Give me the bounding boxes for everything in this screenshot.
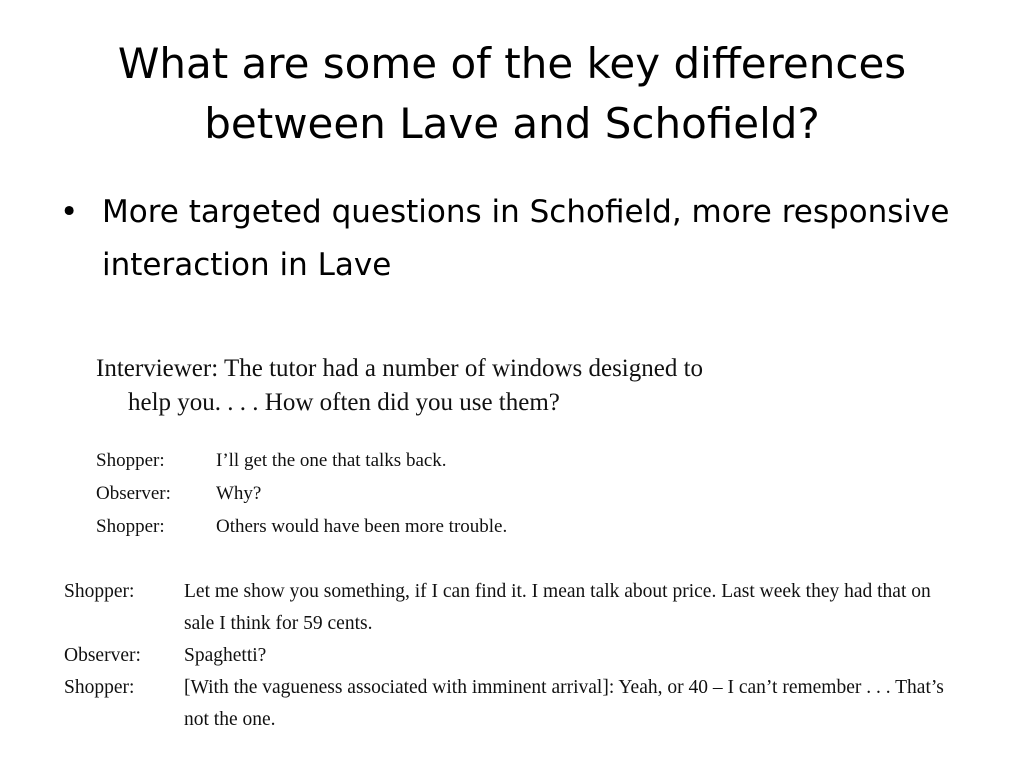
utterance: Spaghetti?: [184, 645, 267, 666]
interviewer-line-continued: help you. . . . How often did you use them?: [128, 389, 560, 416]
bullet-list: [60, 186, 960, 292]
utterance: Let me show you something, if I can find it. I mean talk about price. Last week they had that on sale I think for 59 cents.: [184, 581, 931, 634]
short-dialogue-excerpt: [96, 444, 716, 543]
speaker-label: Shopper:: [96, 516, 165, 537]
bullet-item: [60, 186, 960, 292]
bullet-text: More targeted questions in Schofield, more responsive interaction in Lave: [102, 194, 950, 283]
speaker-label: Observer:: [64, 645, 141, 666]
utterance: Why?: [216, 483, 262, 504]
speaker-label: Observer:: [96, 483, 171, 504]
utterance: The tutor had a number of windows designed to: [223, 355, 704, 382]
speaker-label: Shopper:: [96, 450, 165, 471]
bullet-marker: •: [60, 194, 79, 230]
speaker-label: Interviewer:: [96, 355, 219, 382]
interviewer-excerpt: [96, 352, 946, 420]
utterance: I’ll get the one that talks back.: [216, 450, 447, 471]
speaker-label: Shopper:: [64, 677, 135, 698]
long-dialogue-excerpt: [64, 576, 954, 736]
utterance: [With the vagueness associated with imminent arrival]: Yeah, or 40 – I can’t remember . . . That’s not the one.: [184, 677, 944, 730]
interviewer-line: [96, 352, 946, 386]
slide-title: What are some of the key differences between Lave and Schofield?: [117, 39, 907, 148]
speaker-label: Shopper:: [64, 581, 135, 602]
utterance: Others would have been more trouble.: [216, 516, 508, 537]
